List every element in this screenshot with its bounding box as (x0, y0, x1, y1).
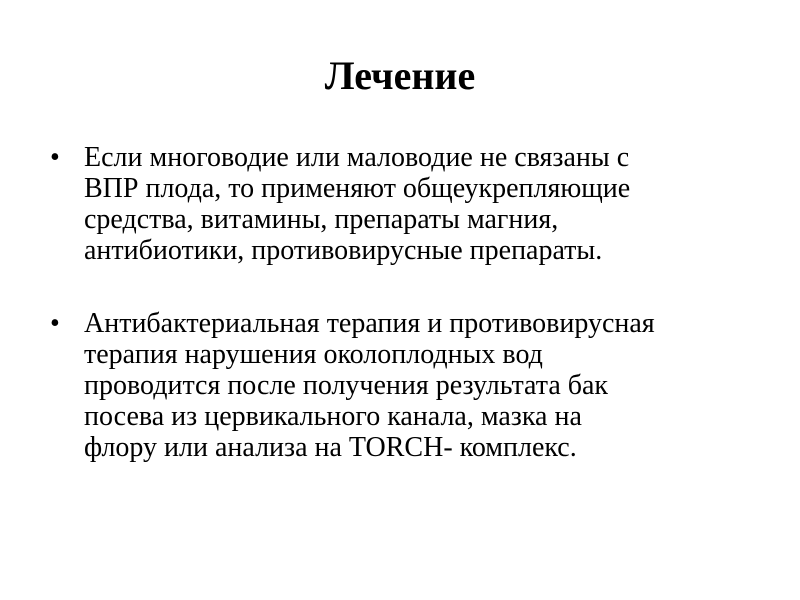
bullet-text-line: средства, витамины, препараты магния, (84, 204, 559, 235)
bullet-text-line: антибиотики, противовирусные препараты. (84, 235, 603, 266)
bullet-text-line: терапия нарушения околоплодных вод (84, 339, 543, 370)
bullet-item (46, 308, 766, 463)
bullet-text-line: ВПР плода, то применяют общеукрепляющие (84, 173, 631, 204)
bullet-text-line: Если многоводие или маловодие не связаны с (84, 142, 630, 173)
bullet-item (46, 142, 766, 266)
bullet-text-line: посева из цервикального канала, мазка на (84, 401, 582, 432)
bullet-text-line: проводится после получения результата бак (84, 370, 609, 401)
bullet-text-line: Антибактериальная терапия и противовирусная (84, 308, 655, 339)
bullet-text-line: флору или анализа на TORCH- комплекс. (84, 432, 577, 463)
bullet-list (46, 142, 766, 463)
bullet-marker: • (50, 308, 60, 339)
bullet-marker: • (50, 142, 60, 173)
slide-title: Лечение (324, 53, 476, 98)
